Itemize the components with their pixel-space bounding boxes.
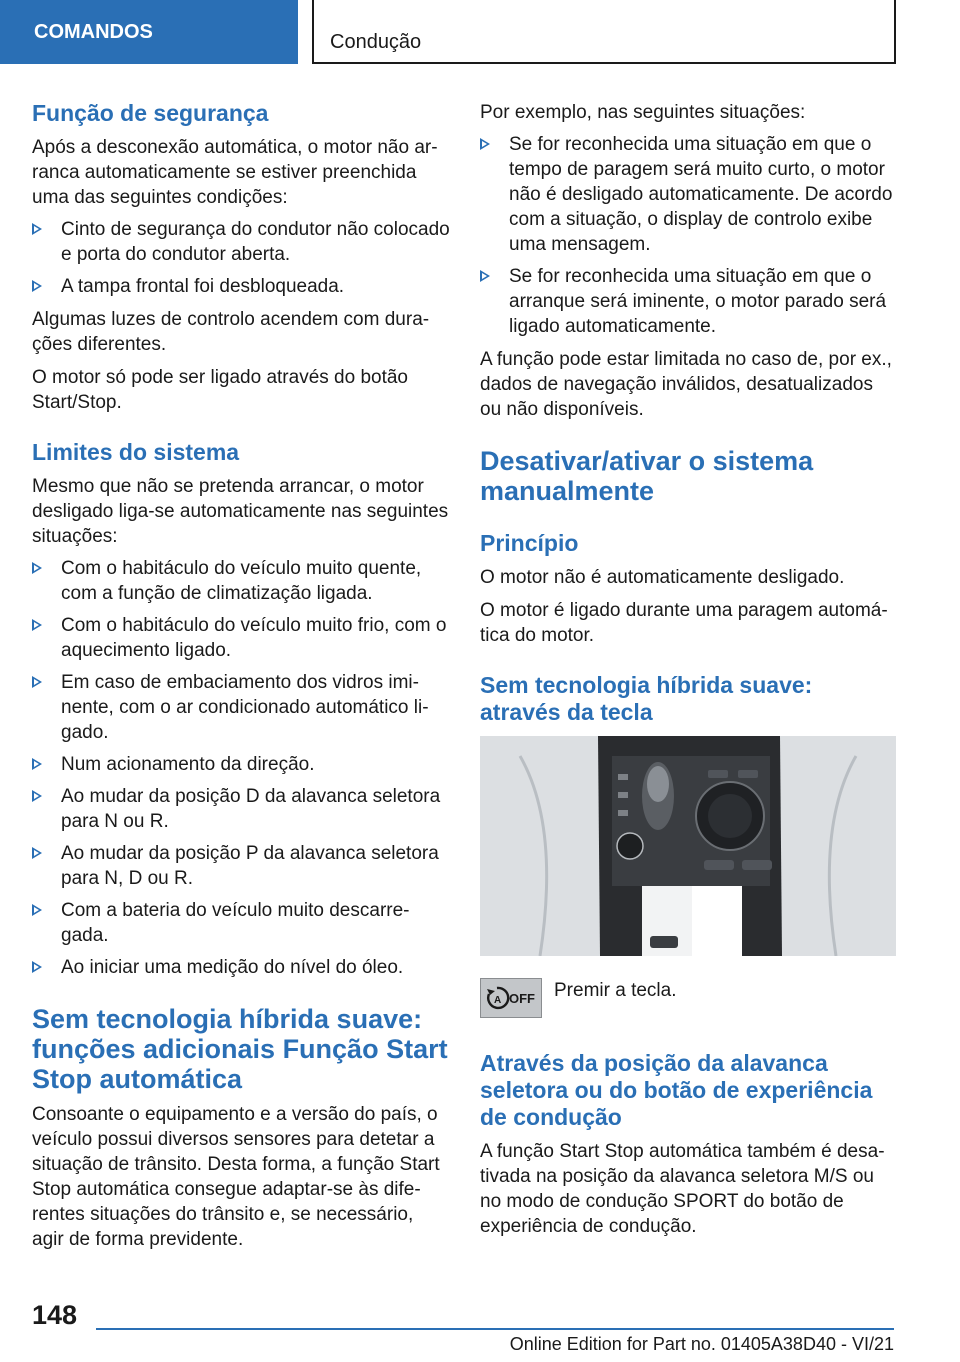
list-item: Em caso de embaciamento dos vidros iminente, com o ar condicionado automático ligado. (32, 670, 450, 745)
auto-start-stop-off-icon-svg (483, 983, 539, 1013)
list-item: Num acionamento da direção. (32, 752, 450, 777)
list-item: Ao mudar da posição P da alavanca seletora para N, D ou R. (32, 841, 450, 891)
page-number: 148 (32, 1300, 78, 1330)
left-column (32, 100, 450, 1252)
heading-funcoes-adicionais: Sem tecnologia híbrida suave: funções adicionais Função Start Stop automática (32, 1004, 448, 1094)
list-seguranca (32, 217, 450, 299)
triangle-bullet-icon (32, 758, 42, 770)
paragraph-luzes: Algumas luzes de controlo acendem com durações diferentes. (32, 309, 430, 355)
right-column (480, 100, 898, 1239)
triangle-bullet-icon (32, 280, 42, 292)
list-item: Se for reconhecida uma situação em que o arranque será iminente, o motor parado será ligado automaticamente. (480, 264, 898, 339)
heading-principio: Princípio (480, 530, 579, 556)
paragraph-exemplo: Por exemplo, nas seguintes situações: (480, 102, 806, 123)
triangle-bullet-icon (32, 904, 42, 916)
list-item: Ao iniciar uma medição do nível do óleo. (32, 955, 450, 980)
triangle-bullet-icon (32, 619, 42, 631)
paragraph-premir: Premir a tecla. (554, 980, 677, 1001)
off-icon-label: OFF (509, 991, 535, 1006)
paragraph-seguranca: Após a desconexão automática, o motor não arranca automaticamente se estiver preenchida uma das seguintes condições: (32, 137, 438, 208)
heading-desativar: Desativar/ativar o sistema manualmente (480, 446, 814, 506)
list-exemplo (480, 132, 898, 339)
list-item: Se for reconhecida uma situação em que o tempo de paragem será muito curto, o motor não é desligado automaticamente. De acordo com a situação, o display de controlo exibe uma mensagem. (480, 132, 898, 257)
paragraph-principio-2: O motor é ligado durante uma paragem automática do motor. (480, 600, 888, 646)
auto-start-stop-off-icon (480, 978, 542, 1018)
section-tab: COMANDOS (0, 0, 298, 64)
triangle-bullet-icon (32, 961, 42, 973)
triangle-bullet-icon (480, 270, 490, 282)
heading-limites-sistema: Limites do sistema (32, 439, 240, 465)
paragraph-adicionais: Consoante o equipamento e a versão do país, o veículo possui diversos sensores para detetar a situação de trânsito. Desta forma, a função Start Stop automática consegue adaptar-se às diferentes situações do trânsito e, se necessário, agir de forma previdente. (32, 1104, 440, 1250)
svg-text:A: A (494, 995, 502, 1006)
list-item: Cinto de segurança do condutor não colocado e porta do condutor aberta. (32, 217, 450, 267)
triangle-bullet-icon (32, 223, 42, 235)
triangle-bullet-icon (32, 847, 42, 859)
chapter-title: Condução (312, 0, 896, 64)
paragraph-limitada: A função pode estar limitada no caso de, por ex., dados de navegação inválidos, desatualizados ou não disponíveis. (480, 349, 892, 420)
triangle-bullet-icon (32, 676, 42, 688)
list-limites (32, 556, 450, 980)
list-item: Ao mudar da posição D da alavanca seletora para N ou R. (32, 784, 450, 834)
paragraph-limites: Mesmo que não se pretenda arrancar, o motor desligado liga-se automaticamente nas seguintes situações: (32, 476, 449, 547)
heading-atraves-tecla: Sem tecnologia híbrida suave: através da tecla (480, 672, 813, 725)
triangle-bullet-icon (480, 138, 490, 150)
list-item: A tampa frontal foi desbloqueada. (32, 274, 450, 299)
heading-atraves-posicao: Através da posição da alavanca seletora ou do botão de experiência de condução (480, 1050, 873, 1130)
off-button-row (480, 978, 898, 1018)
heading-funcao-seguranca: Função de segurança (32, 100, 269, 126)
footer-divider (96, 1328, 894, 1330)
paragraph-posicao: A função Start Stop automática também é desativada na posição da alavanca seletora M/S ou no modo de condução SPORT do botão de experiência de condução. (480, 1141, 885, 1237)
paragraph-principio-1: O motor não é automaticamente desligado. (480, 567, 845, 588)
center-console-photo (480, 736, 896, 956)
list-item: Com a bateria do veículo muito descarregada. (32, 898, 450, 948)
triangle-bullet-icon (32, 790, 42, 802)
footer-edition: Online Edition for Part no. 01405A38D40 - VI/21 (509, 1334, 894, 1354)
triangle-bullet-icon (32, 562, 42, 574)
list-item: Com o habitáculo do veículo muito quente, com a função de climatização ligada. (32, 556, 450, 606)
list-item: Com o habitáculo do veículo muito frio, com o aquecimento ligado. (32, 613, 450, 663)
paragraph-motor: O motor só pode ser ligado através do botão Start/Stop. (32, 367, 409, 413)
center-console-illustration (480, 736, 896, 956)
